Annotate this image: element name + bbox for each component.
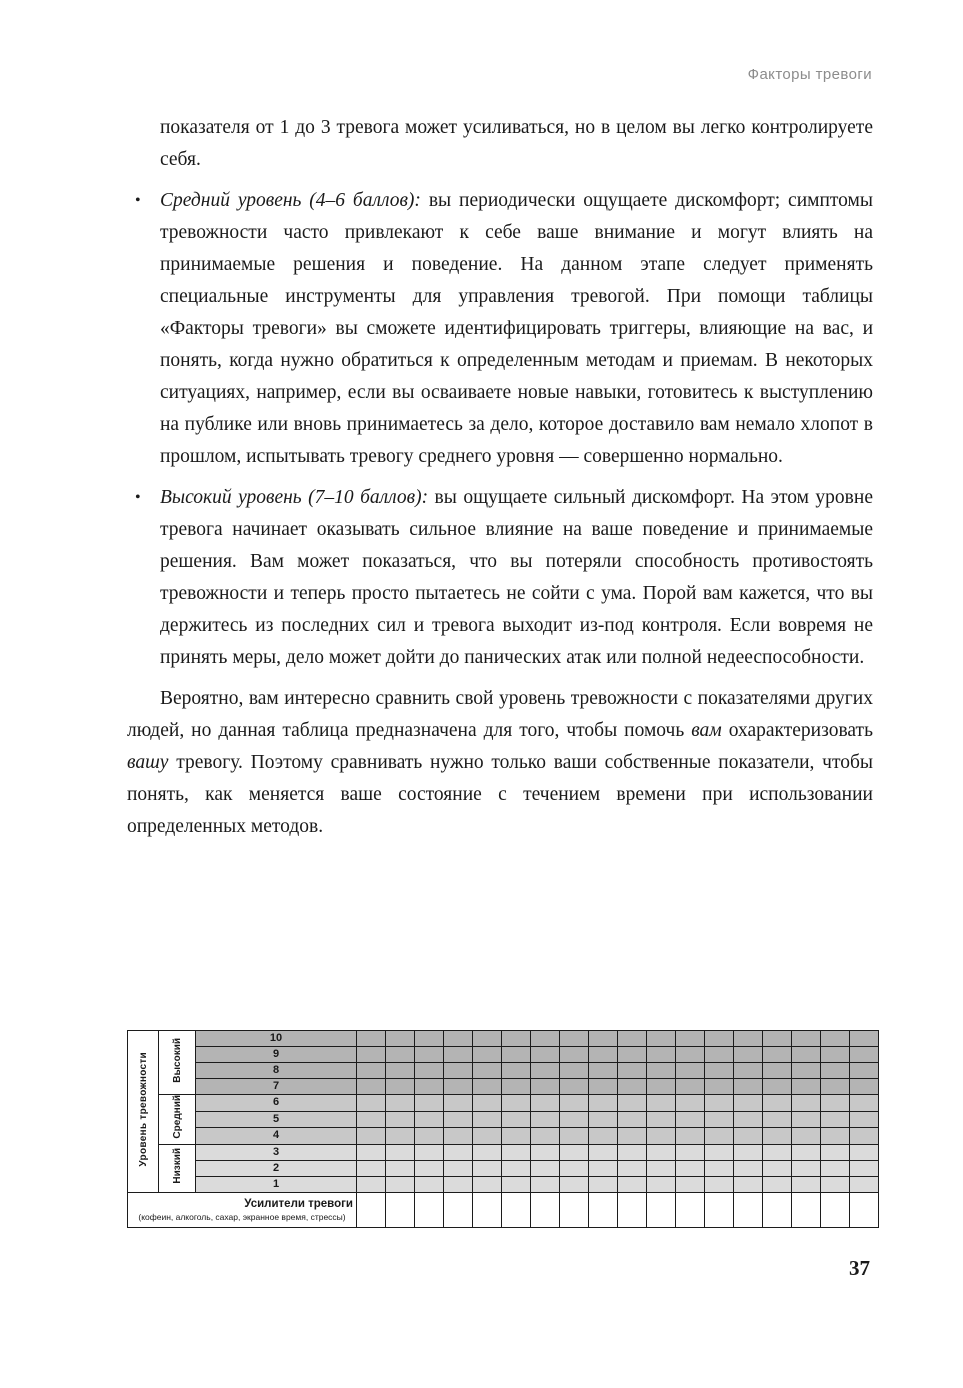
level-number: 1	[196, 1176, 357, 1192]
level-number: 5	[196, 1111, 357, 1128]
grid-cell	[473, 1144, 502, 1160]
grid-cell	[618, 1095, 647, 1112]
grid-cell	[705, 1160, 734, 1176]
grid-cell	[647, 1111, 676, 1128]
grid-cell	[386, 1031, 415, 1047]
grid-cell	[821, 1095, 850, 1112]
grid-cell	[676, 1031, 705, 1047]
amplifier-entry-cell	[647, 1192, 676, 1227]
amplifier-entry-cell	[705, 1192, 734, 1227]
grid-cell	[734, 1144, 763, 1160]
grid-cell	[560, 1144, 589, 1160]
grid-cell	[850, 1160, 879, 1176]
grid-cell	[618, 1079, 647, 1095]
grid-cell	[763, 1111, 792, 1128]
grid-cell	[357, 1079, 386, 1095]
grid-cell	[589, 1063, 618, 1079]
grid-cell	[705, 1144, 734, 1160]
section-label-cell	[159, 1031, 196, 1095]
grid-cell	[734, 1031, 763, 1047]
grid-cell	[444, 1176, 473, 1192]
amplifier-entry-cell	[531, 1192, 560, 1227]
bullet-marker: •	[135, 192, 141, 209]
grid-cell	[705, 1176, 734, 1192]
closing-text: охарактеризовать	[721, 720, 873, 741]
grid-cell	[676, 1111, 705, 1128]
level-number: 8	[196, 1063, 357, 1079]
level-number: 10	[196, 1031, 357, 1047]
grid-cell	[589, 1079, 618, 1095]
amplifier-entry-cell	[676, 1192, 705, 1227]
grid-cell	[531, 1095, 560, 1112]
grid-cell	[502, 1095, 531, 1112]
grid-cell	[705, 1128, 734, 1145]
grid-cell	[792, 1079, 821, 1095]
grid-cell	[560, 1128, 589, 1145]
amplifier-entry-cell	[763, 1192, 792, 1227]
y-axis-label: Уровень тревожности	[137, 1051, 149, 1167]
closing-italic-word: вам	[691, 720, 722, 741]
grid-cell	[850, 1176, 879, 1192]
grid-cell	[473, 1160, 502, 1176]
grid-cell	[589, 1111, 618, 1128]
grid-cell	[792, 1144, 821, 1160]
closing-italic-word: вашу	[127, 752, 169, 773]
grid-cell	[357, 1176, 386, 1192]
grid-cell	[821, 1079, 850, 1095]
grid-cell	[531, 1128, 560, 1145]
grid-cell	[705, 1031, 734, 1047]
section-label: Низкий	[171, 1147, 183, 1184]
grid-cell	[386, 1095, 415, 1112]
grid-cell	[473, 1095, 502, 1112]
grid-cell	[473, 1128, 502, 1145]
grid-cell	[444, 1111, 473, 1128]
grid-cell	[850, 1128, 879, 1145]
grid-cell	[676, 1144, 705, 1160]
grid-cell	[705, 1079, 734, 1095]
level-row	[128, 1047, 879, 1063]
paragraph-continuation: показателя от 1 до 3 тревога может усиливаться, но в целом вы легко контролируете себя.	[160, 117, 873, 170]
amplifier-entry-cell	[357, 1192, 386, 1227]
grid-cell	[502, 1063, 531, 1079]
grid-cell	[734, 1047, 763, 1063]
bullet-body-text: вы периодически ощущаете дискомфорт; симптомы тревожности часто привлекают к себе ваше внимание и могут влиять на принимаемые решения и поведение. На данном этапе следует применять специальные инструменты для управления тревогой. При помощи таблицы «Факторы тревоги» вы сможете идентифицировать триггеры, влияющие на вас, и понять, когда нужно обратиться к определенным методам и приемам. В некоторых ситуациях, например, если вы осваиваете новые навыки, готовитесь к выступлению на публике или вновь принимаетесь за дело, которое доставило вам немало хлопот в прошлом, испытывать тревогу среднего уровня — совершенно нормально.	[160, 190, 873, 467]
grid-cell	[792, 1176, 821, 1192]
running-header: Факторы тревоги	[747, 66, 872, 83]
grid-cell	[821, 1111, 850, 1128]
grid-cell	[560, 1160, 589, 1176]
grid-cell	[647, 1031, 676, 1047]
grid-cell	[792, 1095, 821, 1112]
grid-cell	[734, 1160, 763, 1176]
grid-cell	[502, 1047, 531, 1063]
grid-cell	[763, 1176, 792, 1192]
grid-cell	[386, 1144, 415, 1160]
grid-cell	[473, 1176, 502, 1192]
level-row	[128, 1079, 879, 1095]
amplifiers-title: Усилители тревоги	[244, 1198, 353, 1211]
grid-cell	[763, 1128, 792, 1145]
grid-cell	[357, 1095, 386, 1112]
grid-cell	[647, 1176, 676, 1192]
grid-cell	[386, 1047, 415, 1063]
grid-cell	[415, 1176, 444, 1192]
grid-cell	[357, 1160, 386, 1176]
level-number: 9	[196, 1047, 357, 1063]
amplifier-entry-cell	[502, 1192, 531, 1227]
grid-cell	[821, 1176, 850, 1192]
grid-cell	[618, 1111, 647, 1128]
grid-cell	[531, 1160, 560, 1176]
grid-cell	[792, 1111, 821, 1128]
grid-cell	[618, 1047, 647, 1063]
grid-cell	[415, 1128, 444, 1145]
body-text	[127, 112, 873, 843]
grid-cell	[647, 1144, 676, 1160]
grid-cell	[676, 1063, 705, 1079]
grid-cell	[647, 1160, 676, 1176]
grid-cell	[357, 1144, 386, 1160]
grid-cell	[850, 1079, 879, 1095]
grid-cell	[502, 1176, 531, 1192]
level-row	[128, 1031, 879, 1047]
grid-cell	[502, 1144, 531, 1160]
grid-cell	[618, 1063, 647, 1079]
level-row	[128, 1063, 879, 1079]
grid-cell	[502, 1079, 531, 1095]
grid-cell	[415, 1160, 444, 1176]
bullet-body-text: вы ощущаете сильный дискомфорт. На этом уровне тревога начинает оказывать сильное влияние на ваше поведение и принимаемые решения. Вам может показаться, что вы потеряли способность противостоять тревожности и теперь просто пытаетесь не сойти с ума. Порой вам кажется, что вы держитесь из последних сил и тревога выходит из-под контроля. Если вовремя не принять меры, дело может дойти до панических атак или полной недееспособности.	[160, 487, 873, 668]
grid-cell	[560, 1079, 589, 1095]
grid-cell	[792, 1128, 821, 1145]
grid-cell	[386, 1079, 415, 1095]
grid-cell	[560, 1111, 589, 1128]
grid-cell	[357, 1111, 386, 1128]
bullet-lead-italic: Средний уровень (4–6 баллов):	[160, 190, 421, 211]
amplifier-entry-cell	[386, 1192, 415, 1227]
grid-cell	[821, 1031, 850, 1047]
level-row	[128, 1144, 879, 1160]
grid-cell	[705, 1063, 734, 1079]
grid-cell	[676, 1160, 705, 1176]
section-label-cell	[159, 1144, 196, 1192]
grid-cell	[734, 1095, 763, 1112]
page-number: 37	[849, 1256, 870, 1280]
grid-cell	[415, 1031, 444, 1047]
grid-cell	[850, 1095, 879, 1112]
grid-cell	[473, 1111, 502, 1128]
grid-cell	[473, 1079, 502, 1095]
grid-cell	[473, 1031, 502, 1047]
grid-cell	[618, 1176, 647, 1192]
grid-cell	[386, 1176, 415, 1192]
grid-cell	[589, 1160, 618, 1176]
grid-cell	[444, 1095, 473, 1112]
grid-cell	[850, 1063, 879, 1079]
grid-cell	[792, 1047, 821, 1063]
grid-cell	[357, 1031, 386, 1047]
grid-cell	[792, 1031, 821, 1047]
grid-cell	[821, 1063, 850, 1079]
amplifiers-label-cell	[128, 1192, 357, 1227]
amplifier-entry-cell	[560, 1192, 589, 1227]
level-row	[128, 1176, 879, 1192]
grid-cell	[357, 1047, 386, 1063]
grid-cell	[560, 1047, 589, 1063]
amplifier-entry-cell	[589, 1192, 618, 1227]
section-label-cell	[159, 1095, 196, 1145]
grid-cell	[531, 1079, 560, 1095]
grid-cell	[821, 1160, 850, 1176]
grid-cell	[647, 1095, 676, 1112]
bullet-lead-italic: Высокий уровень (7–10 баллов):	[160, 487, 429, 508]
grid-cell	[531, 1176, 560, 1192]
amplifier-entry-cell	[444, 1192, 473, 1227]
grid-cell	[386, 1111, 415, 1128]
grid-cell	[589, 1176, 618, 1192]
grid-cell	[531, 1031, 560, 1047]
grid-cell	[560, 1095, 589, 1112]
grid-cell	[415, 1079, 444, 1095]
grid-cell	[763, 1063, 792, 1079]
grid-cell	[560, 1176, 589, 1192]
amplifiers-subtitle: (кофеин, алкоголь, сахар, экранное время, стрессы)	[138, 1211, 346, 1222]
grid-cell	[705, 1111, 734, 1128]
level-row	[128, 1128, 879, 1145]
bullet-marker: •	[135, 489, 141, 506]
grid-cell	[415, 1111, 444, 1128]
grid-cell	[618, 1031, 647, 1047]
grid-cell	[705, 1095, 734, 1112]
grid-cell	[560, 1063, 589, 1079]
amplifier-entry-cell	[415, 1192, 444, 1227]
grid-cell	[763, 1160, 792, 1176]
level-row	[128, 1095, 879, 1112]
grid-cell	[618, 1128, 647, 1145]
level-number: 6	[196, 1095, 357, 1112]
grid-cell	[792, 1063, 821, 1079]
amplifier-entry-cell	[734, 1192, 763, 1227]
grid-cell	[850, 1047, 879, 1063]
grid-cell	[647, 1128, 676, 1145]
amplifier-entry-cell	[618, 1192, 647, 1227]
level-row	[128, 1160, 879, 1176]
grid-cell	[589, 1031, 618, 1047]
grid-cell	[444, 1063, 473, 1079]
grid-cell	[589, 1128, 618, 1145]
grid-cell	[705, 1047, 734, 1063]
grid-cell	[415, 1047, 444, 1063]
grid-cell	[386, 1063, 415, 1079]
grid-cell	[415, 1095, 444, 1112]
grid-cell	[676, 1079, 705, 1095]
grid-cell	[589, 1144, 618, 1160]
grid-cell	[734, 1111, 763, 1128]
grid-cell	[676, 1095, 705, 1112]
grid-cell	[531, 1063, 560, 1079]
grid-cell	[386, 1128, 415, 1145]
grid-cell	[444, 1031, 473, 1047]
grid-cell	[792, 1160, 821, 1176]
grid-cell	[531, 1047, 560, 1063]
grid-cell	[444, 1079, 473, 1095]
grid-cell	[647, 1047, 676, 1063]
grid-cell	[502, 1160, 531, 1176]
grid-cell	[618, 1160, 647, 1176]
grid-cell	[502, 1111, 531, 1128]
level-number: 7	[196, 1079, 357, 1095]
bullet-item-medium-level	[127, 185, 873, 473]
grid-cell	[473, 1063, 502, 1079]
grid-cell	[589, 1047, 618, 1063]
grid-cell	[647, 1079, 676, 1095]
grid-cell	[763, 1047, 792, 1063]
grid-cell	[763, 1031, 792, 1047]
section-label: Высокий	[171, 1037, 183, 1083]
grid-cell	[676, 1128, 705, 1145]
grid-cell	[357, 1128, 386, 1145]
grid-cell	[415, 1144, 444, 1160]
grid-cell	[502, 1128, 531, 1145]
grid-cell	[734, 1176, 763, 1192]
grid-cell	[763, 1144, 792, 1160]
grid-cell	[821, 1144, 850, 1160]
grid-cell	[589, 1095, 618, 1112]
grid-cell	[850, 1144, 879, 1160]
grid-cell	[821, 1047, 850, 1063]
grid-cell	[357, 1063, 386, 1079]
level-row	[128, 1111, 879, 1128]
y-axis-label-cell	[128, 1031, 159, 1193]
grid-cell	[676, 1047, 705, 1063]
grid-cell	[415, 1063, 444, 1079]
level-number: 2	[196, 1160, 357, 1176]
closing-text: Вероятно, вам интересно сравнить свой уровень тревожности с показателями других людей, но данная таблица предназначена для того, чтобы помочь	[127, 688, 873, 741]
level-number: 3	[196, 1144, 357, 1160]
grid-cell	[821, 1128, 850, 1145]
grid-cell	[676, 1176, 705, 1192]
anxiety-levels-table	[127, 1030, 879, 1228]
grid-cell	[531, 1111, 560, 1128]
level-number: 4	[196, 1128, 357, 1145]
grid-cell	[502, 1031, 531, 1047]
amplifier-entry-cell	[792, 1192, 821, 1227]
grid-cell	[531, 1144, 560, 1160]
grid-cell	[560, 1031, 589, 1047]
amplifiers-row	[128, 1192, 879, 1227]
grid-cell	[734, 1079, 763, 1095]
grid-cell	[647, 1063, 676, 1079]
section-label: Средний	[171, 1095, 183, 1139]
grid-cell	[444, 1160, 473, 1176]
grid-cell	[850, 1111, 879, 1128]
bullet-item-high-level	[127, 482, 873, 674]
grid-cell	[618, 1144, 647, 1160]
amplifier-entry-cell	[473, 1192, 502, 1227]
grid-cell	[734, 1063, 763, 1079]
amplifier-entry-cell	[821, 1192, 850, 1227]
closing-paragraph	[127, 683, 873, 843]
grid-cell	[444, 1128, 473, 1145]
grid-cell	[444, 1047, 473, 1063]
closing-text: тревогу. Поэтому сравнивать нужно только ваши собственные показатели, чтобы понять, как меняется ваше состояние с течением времени при использовании определенных методов.	[127, 752, 873, 837]
grid-cell	[444, 1144, 473, 1160]
grid-cell	[850, 1031, 879, 1047]
grid-cell	[734, 1128, 763, 1145]
grid-cell	[473, 1047, 502, 1063]
grid-cell	[386, 1160, 415, 1176]
grid-cell	[763, 1095, 792, 1112]
amplifier-entry-cell	[850, 1192, 879, 1227]
grid-cell	[763, 1079, 792, 1095]
